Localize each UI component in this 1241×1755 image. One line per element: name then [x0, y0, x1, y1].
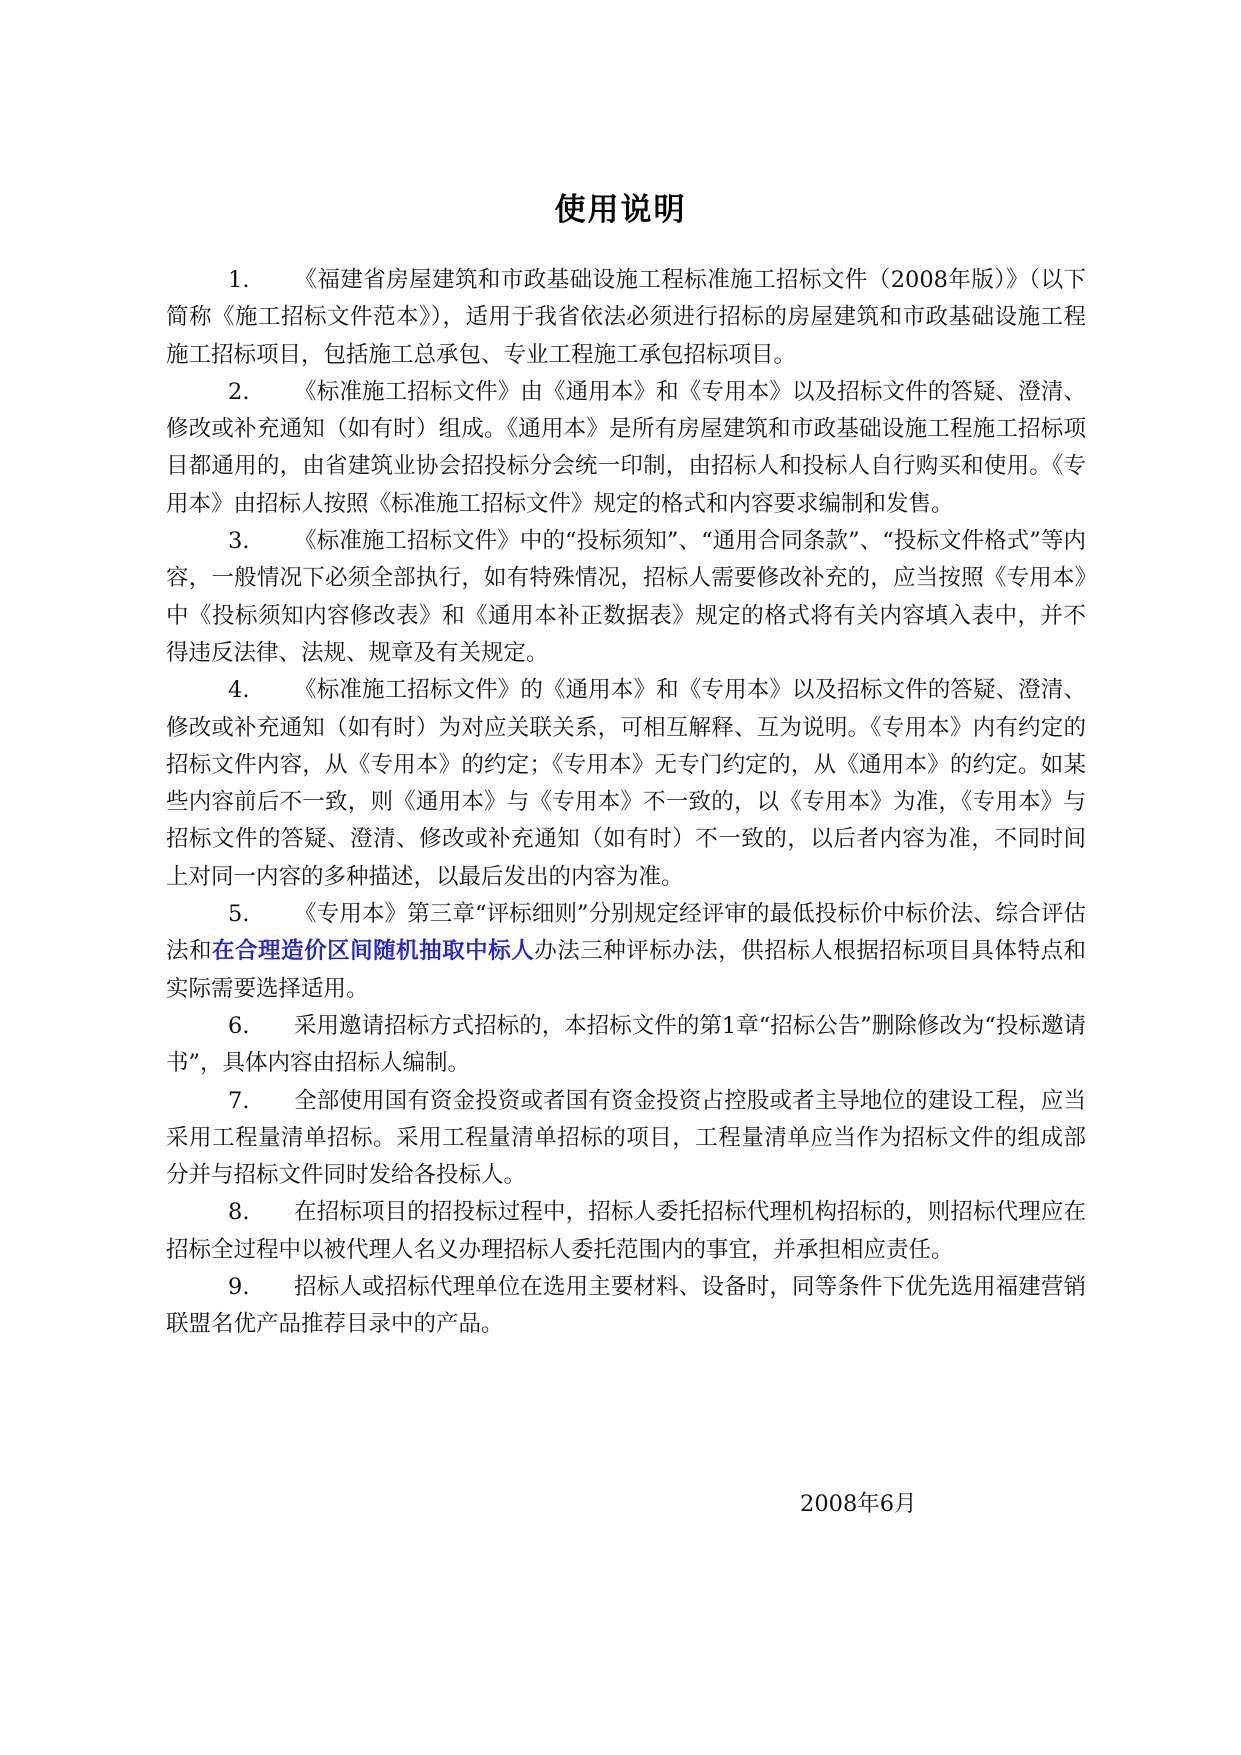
paragraph-number: 2. [228, 378, 250, 405]
paragraph-text: 《标准施工招标文件》的《通用本》和《专用本》以及招标文件的答疑、澄清、修改或补充通知（如有时）为对应关联关系，可相互解释、互为说明。《专用本》内有约定的招标文件内容，从《专用本》的约定；《专用本》无专门约定的，从《通用本》的约定。如某些内容前后不一致，则《通用本》与《专用本》不一致的，以《专用本》为准，《专用本》与招标文件的答疑、澄清、修改或补充通知（如有时）不一致的，以后者内容为准，不同时间上对同一内容的多种描述，以最后发出的内容为准。 [166, 677, 1086, 890]
paragraph-number: 3. [228, 528, 250, 555]
paragraph-text: 采用邀请招标方式招标的，本招标文件的第1章“招标公告”删除修改为“投标邀请书”，具体内容由招标人编制。 [166, 1012, 1086, 1077]
document-date: 2008年6月 [800, 1491, 917, 1517]
paragraph-text: 招标人或招标代理单位在选用主要材料、设备时，同等条件下优先选用福建营销联盟名优产品推荐目录中的产品。 [166, 1274, 1086, 1338]
paragraph-number: 5. [228, 901, 250, 928]
paragraph-text-after: 办法三种评标办法，供招标人根据招标项目具体特点和实际需要选择适用。 [166, 938, 1086, 1002]
paragraph-8 [166, 1194, 1086, 1269]
paragraph-4 [166, 672, 1086, 896]
paragraph-text: 《福建省房屋建筑和市政基础设施工程标准施工招标文件（2008年版）》（以下简称《施工招标文件范本》），适用于我省依法必须进行招标的房屋建筑和市政基础设施工程施工招标项目，包括施工总承包、专业工程施工承包招标项目。 [166, 267, 1086, 368]
paragraph-1 [166, 262, 1086, 374]
paragraph-text: 在招标项目的招投标过程中，招标人委托招标代理机构招标的，则招标代理应在招标全过程中以被代理人名义办理招标人委托范围内的事宜，并承担相应责任。 [166, 1199, 1086, 1263]
paragraph-7 [166, 1083, 1086, 1195]
paragraph-9 [166, 1269, 1086, 1344]
paragraph-number: 7. [228, 1087, 250, 1114]
page-title: 使用说明 [554, 192, 687, 228]
paragraph-text: 全部使用国有资金投资或者国有资金投资占控股或者主导地位的建设工程，应当采用工程量清单招标。采用工程量清单招标的项目，工程量清单应当作为招标文件的组成部分并与招标文件同时发给各投标人。 [166, 1087, 1086, 1189]
paragraph-text-before: 《专用本》第三章“评标细则”分别规定经评审的最低投标价中标价法、综合评估法和 [166, 901, 1086, 965]
paragraph-number: 4. [228, 677, 250, 704]
paragraph-3 [166, 523, 1086, 672]
paragraph-2 [166, 374, 1086, 523]
paragraph-number: 1. [228, 267, 250, 293]
paragraph-6 [166, 1008, 1086, 1083]
document-body [166, 262, 1086, 1344]
paragraph-text: 《标准施工招标文件》由《通用本》和《专用本》以及招标文件的答疑、澄清、修改或补充通知（如有时）组成。《通用本》是所有房屋建筑和市政基础设施工程施工招标项目都通用的，由省建筑业协会招投标分会统一印制，由招标人和投标人自行购买和使用。《专用本》由招标人按照《标准施工招标文件》规定的格式和内容要求编制和发售。 [166, 378, 1086, 517]
paragraph-text: 《标准施工招标文件》中的“投标须知”、“通用合同条款”、“投标文件格式”等内容，一般情况下必须全部执行，如有特殊情况，招标人需要修改补充的，应当按照《专用本》中《投标须知内容修改表》和《通用本补正数据表》规定的格式将有关内容填入表中，并不得违反法律、法规、规章及有关规定。 [166, 528, 1086, 666]
paragraph-number: 8. [228, 1199, 250, 1226]
paragraph-number: 9. [228, 1274, 250, 1301]
paragraph-number: 6. [228, 1012, 250, 1039]
paragraph-5 [166, 896, 1086, 1008]
highlighted-text: 在合理造价区间随机抽取中标人 [212, 938, 535, 965]
